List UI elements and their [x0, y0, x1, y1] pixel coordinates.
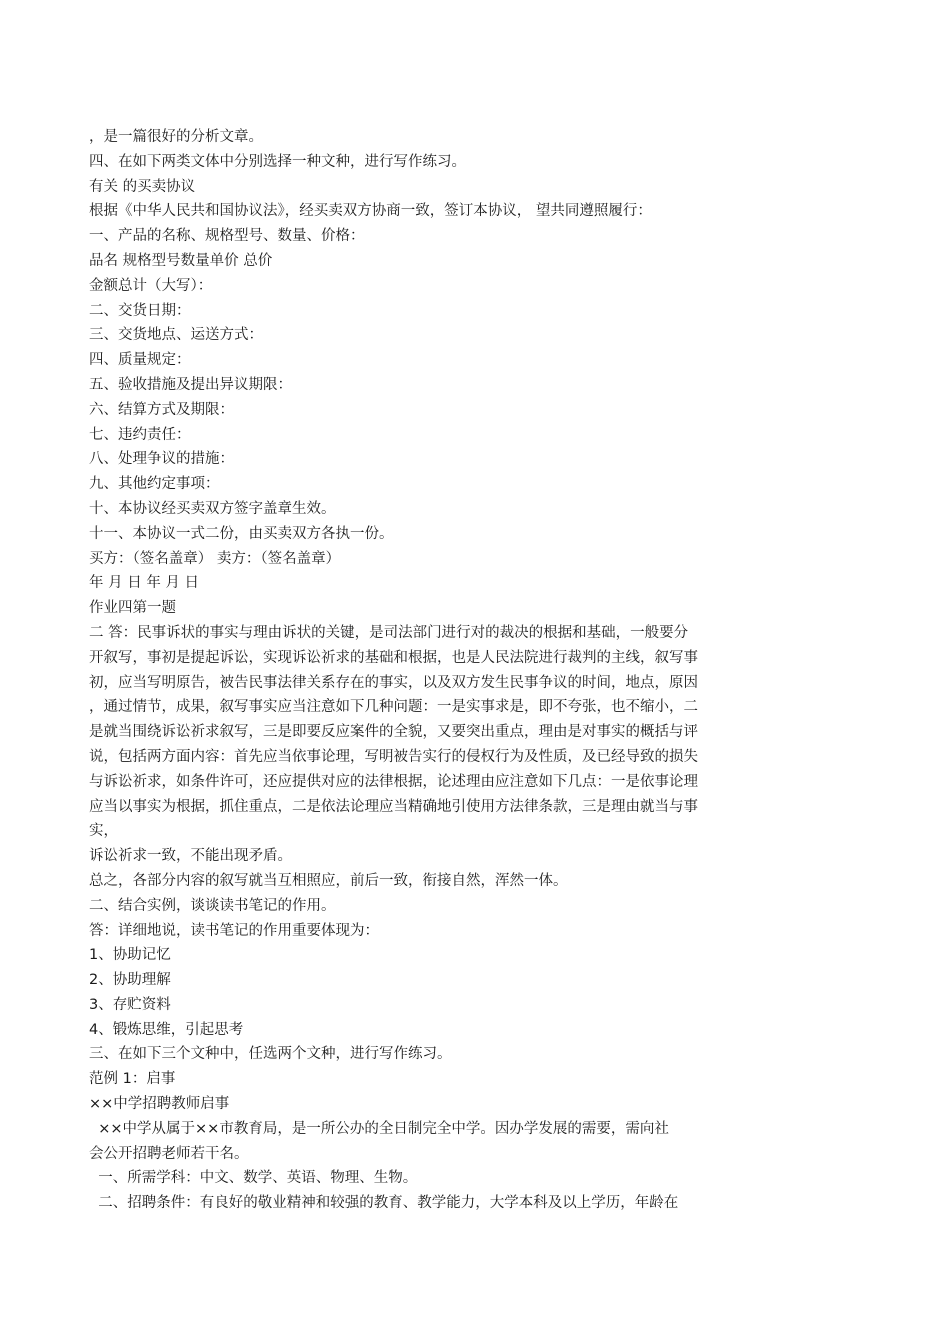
clause-line: 一、产品的名称、规格型号、数量、价格： [89, 228, 365, 245]
paragraph-line: 实， [89, 823, 118, 840]
clause-line: 三、交货地点、运送方式： [89, 327, 263, 344]
section-heading: 四、在如下两类文体中分别选择一种文种，进行写作练习。 [89, 153, 466, 170]
date-line: 年 月 日 年 月 日 [89, 575, 200, 592]
list-item: 2、协助理解 [89, 972, 171, 989]
paragraph-line: 一、所需学科：中文、数学、英语、物理、生物。 [89, 1170, 418, 1187]
list-item: 1、协助记忆 [89, 947, 171, 964]
paragraph-line: 初，应当写明原告，被告民事法律关系存在的事实，以及双方发生民事争议的时间，地点，原因 [89, 674, 698, 691]
document-body [89, 125, 869, 1216]
clause-line: 六、结算方式及期限： [89, 401, 234, 418]
paragraph-line: 开叙写，事初是提起诉讼，实现诉讼祈求的基础和根据，也是人民法院进行裁判的主线，叙写事 [89, 649, 698, 666]
paragraph-line: 说，包括两方面内容：首先应当依事论理，写明被告实行的侵权行为及性质，及已经导致的损失 [89, 748, 698, 765]
clause-line: 九、其他约定事项： [89, 476, 220, 493]
clause-line: 十一、本协议一式二份，由买卖双方各执一份。 [89, 525, 394, 542]
answer-line: 答：详细地说，读书笔记的作用重要体现为： [89, 922, 379, 939]
notice-title: ××中学招聘教师启事 [89, 1096, 230, 1113]
paragraph-line: 是就当围绕诉讼祈求叙写，三是即要反应案件的全貌，又要突出重点，理由是对事实的概括与评 [89, 724, 698, 741]
agreement-title: 有关 的买卖协议 [89, 178, 196, 195]
paragraph-line: 应当以事实为根据，抓住重点，二是依法论理应当精确地引使用方法律条款，三是理由就当与事 [89, 798, 698, 815]
paragraph-line: 会公开招聘老师若干名。 [89, 1145, 249, 1162]
clause-line: 二、交货日期： [89, 302, 191, 319]
paragraph-line: ，通过情节，成果，叙写事实应当注意如下几种问题：一是实事求是，即不夸张，也不缩小，二 [89, 699, 698, 716]
paragraph-line: ××中学从属于××市教育局，是一所公办的全日制完全中学。因办学发展的需要，需向社 [89, 1120, 669, 1137]
clause-line: 十、本协议经买卖双方签字盖章生效。 [89, 500, 336, 517]
paragraph-line: 与诉讼祈求，如条件许可，还应提供对应的法律根据，论述理由应注意如下几点：一是依事论理 [89, 773, 698, 790]
example-heading: 范例 1：启事 [89, 1071, 176, 1088]
section-heading: 三、在如下三个文种中，任选两个文种，进行写作练习。 [89, 1046, 452, 1063]
section-heading: 二、结合实例，谈谈读书笔记的作用。 [89, 897, 336, 914]
paragraph-line: 二、招聘条件：有良好的敬业精神和较强的教育、教学能力，大学本科及以上学历，年龄在 [89, 1195, 679, 1212]
signature-line: 买方：（签名盖章） 卖方：（签名盖章） [89, 550, 341, 567]
clause-line: 八、处理争议的措施： [89, 451, 234, 468]
text-line: ，是一篇很好的分析文章。 [89, 129, 263, 145]
clause-line: 七、违约责任： [89, 426, 191, 443]
clause-line: 五、验收措施及提出异议期限： [89, 376, 292, 393]
list-item: 4、锻炼思维，引起思考 [89, 1021, 244, 1038]
paragraph-line: 诉讼祈求一致，不能出现矛盾。 [89, 848, 292, 865]
paragraph-line: 总之，各部分内容的叙写就当互相照应，前后一致，衔接自然，浑然一体。 [89, 872, 568, 889]
list-item: 3、存贮资料 [89, 996, 171, 1013]
clause-line: 金额总计（大写）： [89, 277, 213, 294]
text-line: 根据《中华人民共和国协议法》，经买卖双方协商一致，签订本协议， 望共同遵照履行： [89, 203, 652, 220]
clause-line: 四、质量规定： [89, 352, 191, 369]
table-header-line: 品名 规格型号数量单价 总价 [89, 252, 273, 269]
section-heading: 作业四第一题 [89, 600, 176, 617]
paragraph-line: 二 答：民事诉状的事实与理由诉状的关键，是司法部门进行对的裁决的根据和基础，一般要分 [89, 624, 689, 641]
